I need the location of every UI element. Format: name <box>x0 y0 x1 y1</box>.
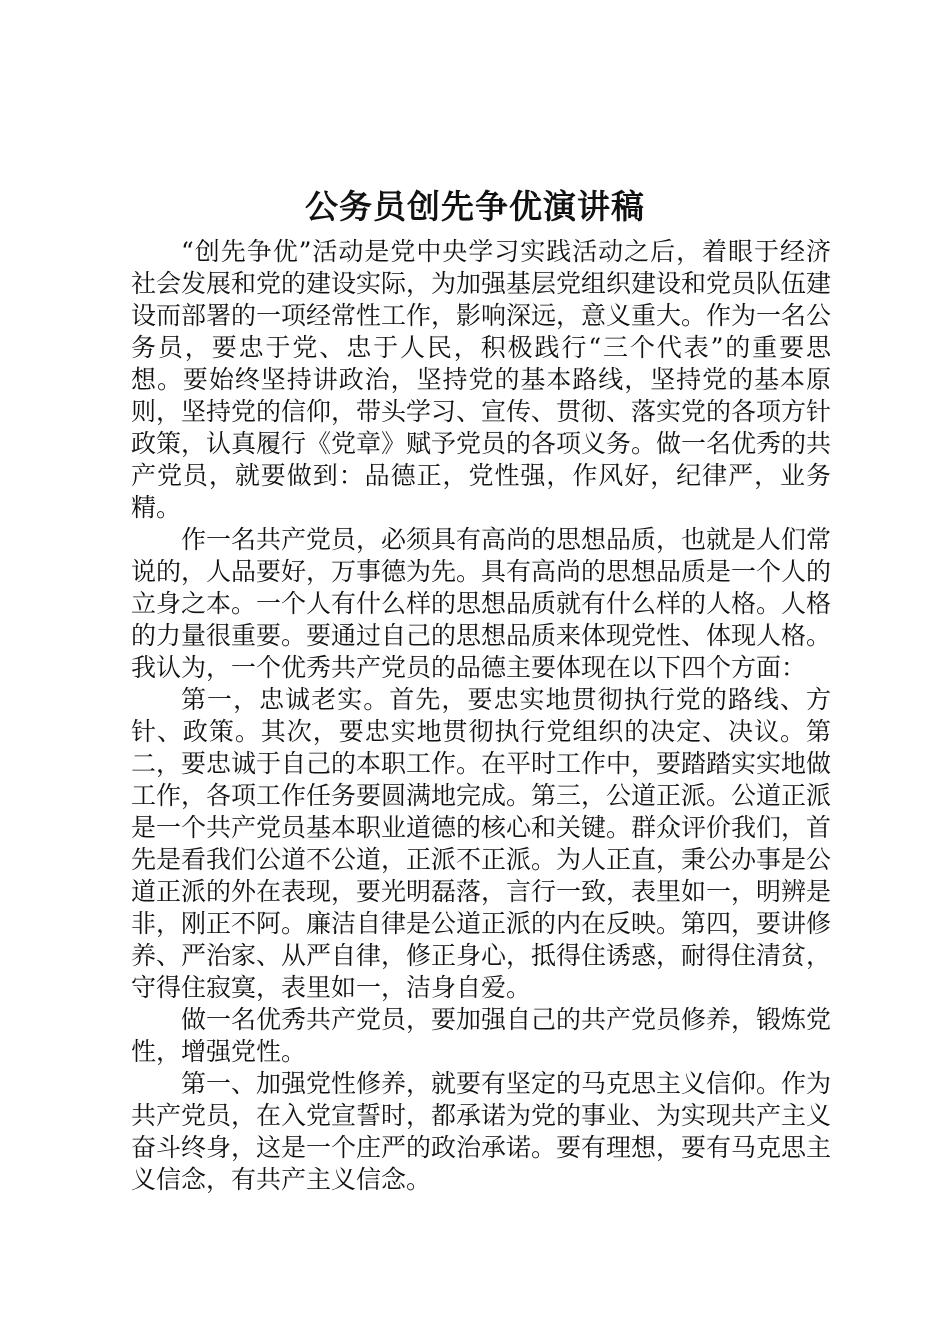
paragraph-5: 第一、加强党性修养，就要有坚定的马克思主义信仰。作为共产党员，在入党宣誓时，都承诺为党的事业、为实现共产主义奋斗终身，这是一个庄严的政治承诺。要有理想，要有马克思主义信念，有共产主义信念。 <box>131 1069 832 1194</box>
document-body <box>131 236 831 1196</box>
paragraph-2: 作一名共产党员，必须具有高尚的思想品质，也就是人们常说的，人品要好，万事德为先。具有高尚的思想品质是一个人的立身之本。一个人有什么样的思想品质就有什么样的人格。人格的力量很重要。要通过自己的思想品质来体现党性、体现人格。我认为，一个优秀共产党员的品德主要体现在以下四个方面： <box>131 525 832 682</box>
paragraph-4: 做一名优秀共产党员，要加强自己的共产党员修养，锻炼党性，增强党性。 <box>131 1005 832 1066</box>
paragraph-1: “创先争优”活动是党中央学习实践活动之后，着眼于经济社会发展和党的建设实际，为加强基层党组织建设和党员队伍建设而部署的一项经常性工作，影响深远，意义重大。作为一名公务员，要忠于党、忠于人民，积极践行“三个代表”的重要思想。要始终坚持讲政治，坚持党的基本路线，坚持党的基本原则，坚持党的信仰，带头学习、宣传、贯彻、落实党的各项方针政策，认真履行《党章》赋予党员的各项义务。做一名优秀的共产党员，就要做到：品德正，党性强，作风好，纪律严，业务精。 <box>131 237 832 522</box>
document-title: 公务员创先争优演讲稿 <box>305 187 645 226</box>
paragraph-3: 第一，忠诚老实。首先，要忠实地贯彻执行党的路线、方针、政策。其次，要忠实地贯彻执行党组织的决定、决议。第二，要忠诚于自己的本职工作。在平时工作中，要踏踏实实地做工作，各项工作任务要圆满地完成。第三，公道正派。公道正派是一个共产党员基本职业道德的核心和关键。群众评价我们，首先是看我们公道不公道，正派不正派。为人正直，秉公办事是公道正派的外在表现，要光明磊落，言行一致，表里如一，明辨是非，刚正不阿。廉洁自律是公道正派的内在反映。第四，要讲修养、严治家、从严自律，修正身心，抵得住诱惑，耐得住清贫，守得住寂寞，表里如一，洁身自爱。 <box>131 685 832 1002</box>
